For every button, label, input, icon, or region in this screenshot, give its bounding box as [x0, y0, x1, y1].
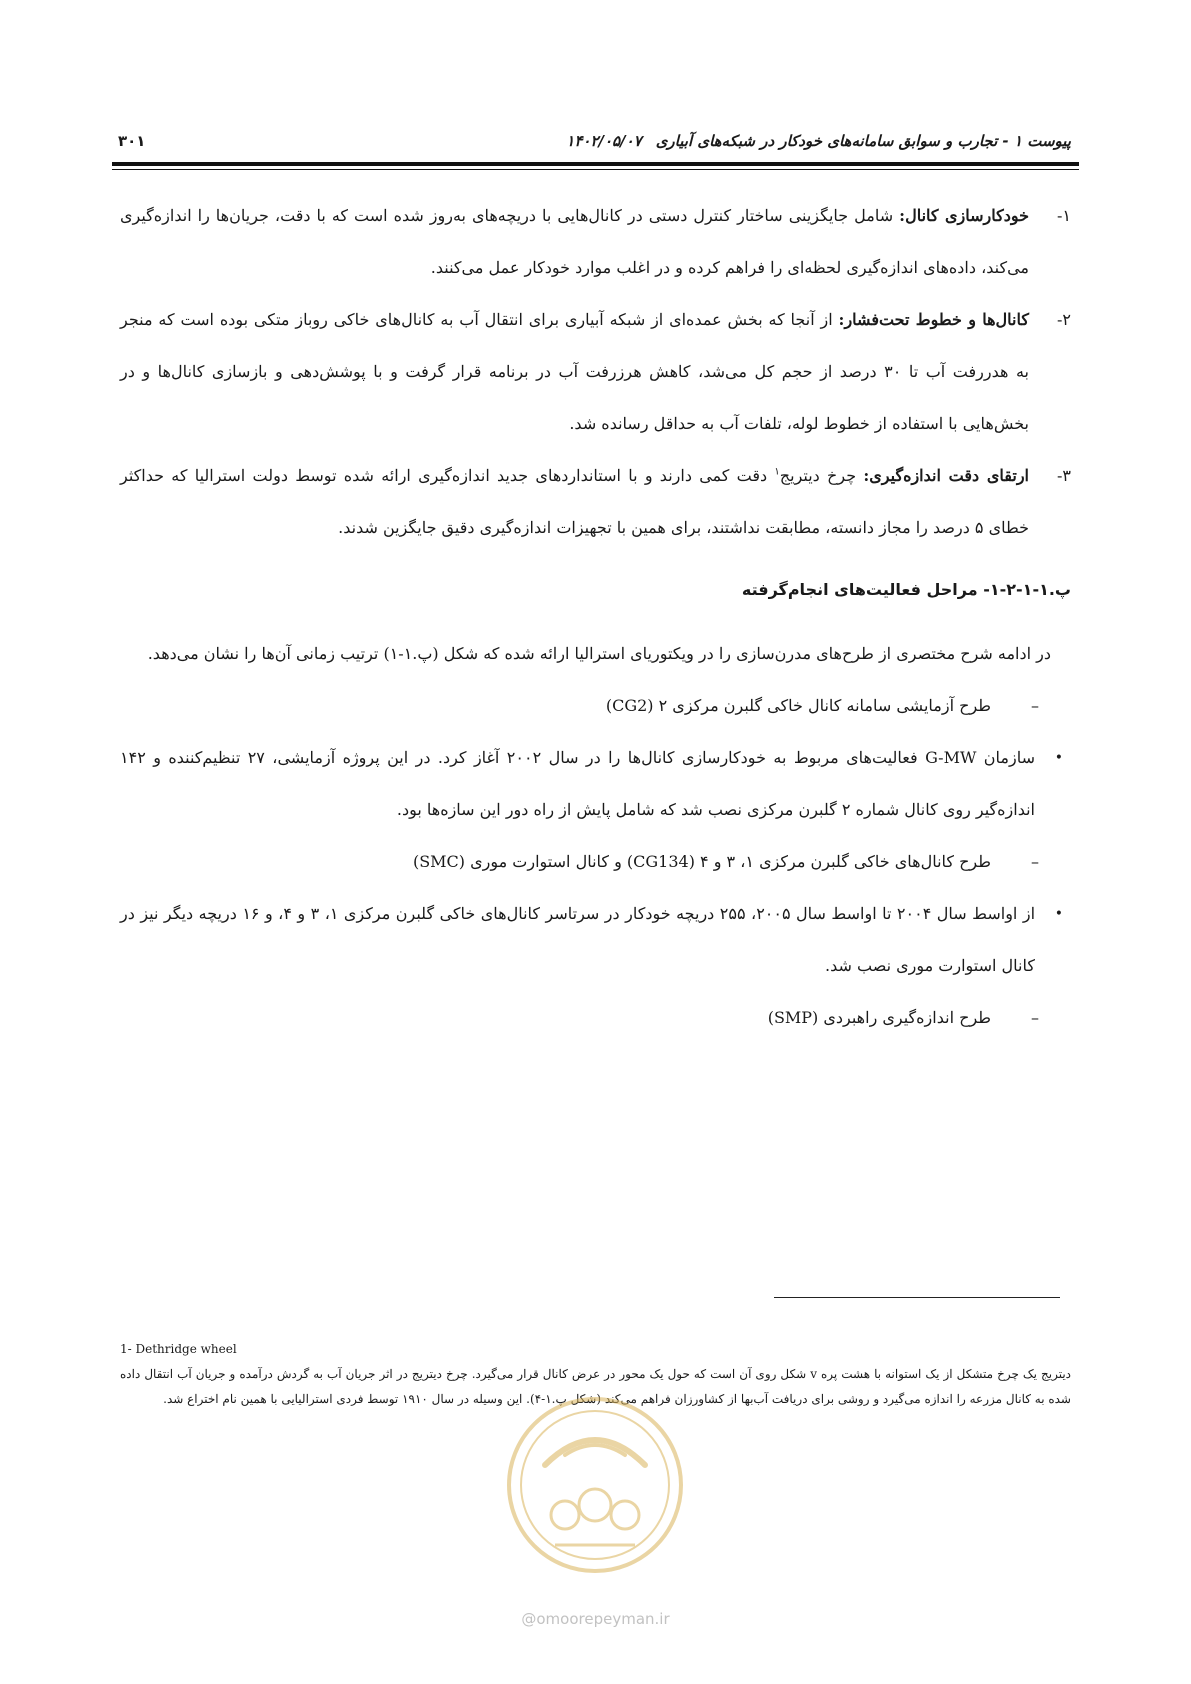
item-term: کانال‌ها و خطوط تحت‌فشار:: [838, 310, 1030, 329]
seal-watermark-icon: [505, 1395, 685, 1575]
item-number: ۱-: [1057, 206, 1071, 225]
dash-mark: –: [1031, 852, 1039, 871]
intro-paragraph: در ادامه شرح مختصری از طرح‌های مدرن‌سازی را در ویکتوریای استرالیا ارائه شده که شکل (پ.۱-۱) ترتیب زمانی آن‌ها را نشان می‌دهد.: [147, 644, 1051, 663]
dash-item-cg134-smc: [120, 836, 1039, 888]
dash-item-smp: [120, 992, 1039, 1044]
item-text: دقت کمی دارند و با استانداردهای جدید اندازه‌گیری ارائه شده توسط دولت استرالیا که حداکثر خطای ۵ درصد را مجاز دانسته، مطابقت نداشتند، برای همین با تجهیزات اندازه‌گیری دقیق جایگزین شدند.: [120, 466, 1029, 537]
header-date: ۱۴۰۲/۰۵/۰۷: [566, 132, 642, 150]
dash-mark: –: [1031, 696, 1039, 715]
item-text-before-footnote: چرخ دیتریج: [779, 466, 864, 485]
footnote-english: 1- Dethridge wheel: [120, 1342, 237, 1356]
list-item-text: سازمان G-MW فعالیت‌های مربوط به خودکارسازی کانال‌ها را در سال ۲۰۰۲ آغاز کرد. در این پروژه آزمایشی، ۲۷ تنظیم‌کننده و ۱۴۲ اندازه‌گیر روی کانال شماره ۲ گلبرن مرکزی نصب شد که شامل پایش از راه دور این سازه‌ها بود.: [120, 748, 1036, 819]
watermark-url: @omoorepeyman.ir: [521, 1610, 670, 1628]
list-item-text: از اواسط سال ۲۰۰۴ تا اواسط سال ۲۰۰۵، ۲۵۵ دریچه خودکار در سرتاسر کانال‌های خاکی گلبرن مرکزی ۱، ۳ و ۴، و ۱۶ دریچه دیگر نیز در کانال استوارت موری نصب شد.: [120, 904, 1036, 975]
bullet-item-gmw: [120, 732, 1071, 836]
item-number: ۲-: [1057, 310, 1071, 329]
dash-item-cg2: [120, 680, 1039, 732]
numbered-item-3: [120, 450, 1071, 554]
section-heading: پ.۱-۱-۲-۱- مراحل فعالیت‌های انجام‌گرفته: [741, 580, 1071, 599]
list-item-text: طرح آزمایشی سامانه کانال خاکی گلبرن مرکزی ۲ (CG2): [605, 696, 991, 715]
item-number: ۳-: [1057, 466, 1071, 485]
item-text: از آنجا که بخش عمده‌ای از شبکه آبیاری برای انتقال آب به کانال‌های خاکی روباز متکی بوده است که منجر به هدررفت آب تا ۳۰ درصد از حجم کل می‌شد، کاهش هرزرفت آب در برنامه قرار گرفت و با پوشش‌دهی و بازسازی کانال‌ها و در بخش‌هایی با استفاده از خطوط لوله، تلفات آب به حداقل رسانده شد.: [120, 310, 1029, 433]
list-item-text: طرح کانال‌های خاکی گلبرن مرکزی ۱، ۳ و ۴ (CG134) و کانال استوارت موری (SMC): [412, 852, 991, 871]
list-item-text: طرح اندازه‌گیری راهبردی (SMP): [767, 1008, 991, 1027]
bullet-item-gates: [120, 888, 1071, 992]
item-term: ارتقای دقت اندازه‌گیری:: [863, 466, 1029, 485]
header-title-text: پیوست ۱ - تجارب و سوابق سامانه‌های خودکار در شبکه‌های آبیاری: [655, 132, 1071, 150]
header-rule-thick: [112, 162, 1079, 166]
page-number: ۳۰۱: [118, 132, 146, 150]
bullet-mark: •: [1054, 906, 1063, 922]
dash-mark: –: [1031, 1008, 1039, 1027]
item-text: شامل جایگزینی ساختار کنترل دستی در کانال‌هایی با دریچه‌های به‌روز شده است که با دقت، جریان‌ها را اندازه‌گیری می‌کند، داده‌های اندازه‌گیری لحظه‌ای را فراهم کرده و در اغلب موارد خودکار عمل می‌کنند.: [120, 206, 1029, 277]
header-rule-thin: [112, 169, 1079, 170]
footnote-separator: [774, 1297, 1060, 1298]
numbered-item-2: [120, 294, 1071, 450]
numbered-item-1: [120, 190, 1071, 294]
running-header-title: [271, 132, 1071, 150]
footnote-marker: ۱: [774, 466, 780, 478]
footnote-persian: دیتریج یک چرخ متشکل از یک استوانه با هشت پره v شکل روی آن است که حول یک محور در عرض کانال قرار می‌گیرد. چرخ دیتریج در اثر جریان آب به گردش درآمده و جریان آب انتقال داده شده به کانال مزرعه را اندازه می‌گیرد و روشی برای دریافت آب‌بها از کشاورزان فراهم می‌کند (شکل پ.۱-۴). این وسیله در سال ۱۹۱۰ توسط فردی استرالیایی با همین نام اختراع شد.: [120, 1367, 1072, 1406]
item-term: خودکارسازی کانال:: [899, 206, 1030, 225]
body-text: [120, 190, 1071, 1044]
bullet-mark: •: [1054, 750, 1063, 766]
